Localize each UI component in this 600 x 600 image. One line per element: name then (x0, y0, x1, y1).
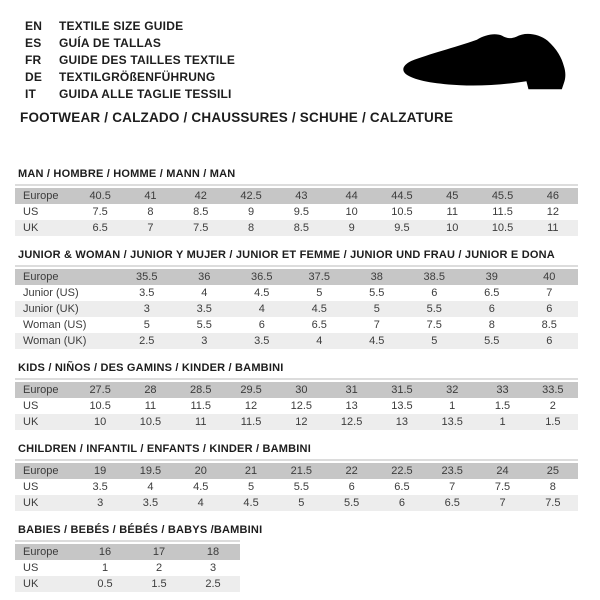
size-cell: 18 (206, 546, 220, 558)
size-cell: 8 (147, 206, 154, 218)
size-cell: 40 (543, 271, 556, 283)
language-code: EN (25, 18, 43, 33)
size-cell: 17 (152, 546, 166, 558)
size-cell: 45 (446, 190, 459, 202)
size-cell: 6.5 (394, 481, 410, 493)
size-cell: 6.5 (484, 287, 500, 299)
size-cell: 3.5 (92, 481, 108, 493)
language-code: FR (25, 52, 42, 67)
dress-shoe-icon (396, 32, 578, 94)
size-cell: 1 (449, 400, 456, 412)
language-list (25, 17, 235, 102)
size-cell: 9 (247, 206, 255, 218)
size-cell: 35.5 (136, 271, 158, 283)
table-row (15, 463, 578, 479)
size-cell: 7.5 (494, 481, 511, 493)
size-cell: 5 (143, 319, 150, 331)
size-cell: 3.5 (196, 303, 212, 315)
size-cell: 6 (398, 497, 405, 509)
size-cell: 7 (546, 287, 553, 299)
size-cell: 11 (144, 400, 157, 412)
size-cell: 7.5 (92, 206, 108, 218)
row-label: UK (23, 578, 39, 590)
size-cell: 29.5 (240, 384, 262, 396)
category-heading: FOOTWEAR / CALZADO / CHAUSSURES / SCHUHE / CALZATURE (20, 110, 454, 125)
size-cell: 23.5 (441, 465, 463, 477)
table-row (15, 301, 578, 317)
size-cell: 27.5 (89, 384, 111, 396)
table-row (15, 398, 578, 414)
size-cell: 4.5 (369, 335, 385, 347)
section-man (15, 168, 578, 236)
size-cell: 3.5 (139, 287, 155, 299)
size-table-wrap (15, 184, 578, 236)
size-cell: 13.5 (441, 416, 463, 428)
size-cell: 5.5 (426, 303, 442, 315)
size-cell: 3 (143, 303, 150, 315)
size-cell: 32 (446, 384, 459, 396)
size-cell: 3.5 (254, 335, 270, 347)
size-cell: 12 (244, 400, 258, 412)
size-cell: 4.5 (254, 287, 270, 299)
section-kids (15, 362, 578, 430)
size-cell: 12 (546, 206, 559, 218)
size-cell: 9 (348, 222, 355, 234)
size-cell: 28 (144, 384, 157, 396)
size-cell: 22.5 (391, 465, 413, 477)
size-cell: 5.5 (484, 335, 500, 347)
size-cell: 11.5 (492, 206, 513, 218)
language-title: GUIDE DES TAILLES TEXTILE (59, 52, 236, 67)
size-cell: 3.5 (142, 497, 159, 509)
size-cell: 6.5 (444, 497, 460, 509)
size-tables-area (15, 168, 578, 600)
size-cell: 6.5 (311, 319, 327, 331)
size-cell: 0.5 (97, 578, 113, 590)
size-cell: 13 (345, 400, 358, 412)
size-cell: 36.5 (251, 271, 273, 283)
language-row-es (25, 34, 235, 51)
table-row (15, 188, 578, 204)
size-cell: 12.5 (340, 416, 363, 428)
language-row-de (25, 68, 235, 85)
size-cell: 11.5 (240, 416, 262, 428)
size-cell: 1.5 (545, 416, 561, 428)
size-cell: 33.5 (542, 384, 564, 396)
language-title: GUIDA ALLE TAGLIE TESSILI (59, 86, 232, 101)
size-cell: 43 (295, 190, 308, 202)
row-label: Woman (UK) (23, 335, 87, 347)
size-cell: 7 (373, 319, 380, 331)
table-row (15, 269, 578, 285)
size-cell: 8.5 (293, 222, 309, 234)
row-label: Europe (23, 546, 59, 558)
size-cell: 7 (449, 481, 456, 493)
row-label: Europe (23, 465, 59, 477)
language-row-en (25, 17, 235, 34)
section-title-man: MAN / HOMBRE / HOMME / MANN / MAN (18, 168, 236, 180)
row-label: Junior (UK) (23, 303, 79, 315)
size-cell: 10 (345, 206, 358, 218)
size-cell: 4.5 (193, 481, 209, 493)
size-cell: 10.5 (139, 416, 162, 428)
table-row (15, 333, 578, 349)
size-cell: 8 (247, 222, 255, 234)
size-cell: 6 (546, 335, 553, 347)
size-cell: 7 (147, 222, 154, 234)
size-cell: 6 (488, 303, 495, 315)
size-cell: 6 (348, 481, 355, 493)
row-label: US (23, 206, 39, 218)
size-cell: 7 (499, 497, 506, 509)
size-cell: 13 (395, 416, 409, 428)
size-cell: 31.5 (391, 384, 413, 396)
size-table-wrap (15, 378, 578, 430)
size-cell: 4 (147, 481, 154, 493)
language-code: ES (25, 35, 42, 50)
section-junior-woman (15, 249, 578, 349)
row-label: Woman (US) (23, 319, 87, 331)
section-title-kids: KIDS / NIÑOS / DES GAMINS / KINDER / BAMBINI (18, 362, 284, 374)
size-cell: 10.5 (491, 222, 514, 234)
row-label: US (23, 400, 39, 412)
language-code: IT (25, 86, 37, 101)
size-table-children (15, 463, 578, 511)
size-cell: 9.5 (293, 206, 309, 218)
size-cell: 4.5 (243, 497, 259, 509)
size-cell: 10.5 (391, 206, 413, 218)
row-label: UK (23, 497, 39, 509)
size-cell: 24 (496, 465, 509, 477)
row-label: US (23, 481, 39, 493)
size-cell: 22 (345, 465, 358, 477)
size-cell: 10 (446, 222, 459, 234)
size-cell: 12.5 (290, 400, 313, 412)
size-cell: 5.5 (343, 497, 360, 509)
size-cell: 38 (370, 271, 383, 283)
table-row (15, 382, 578, 398)
size-cell: 1.5 (151, 578, 167, 590)
size-cell: 30 (295, 384, 308, 396)
size-cell: 11 (195, 416, 207, 428)
size-cell: 20 (194, 465, 207, 477)
row-label: Europe (23, 384, 59, 396)
size-cell: 9.5 (394, 222, 410, 234)
language-title: TEXTILGRÖßENFÜHRUNG (59, 69, 216, 84)
size-cell: 4 (316, 335, 323, 347)
size-cell: 2 (155, 562, 163, 574)
language-row-fr (25, 51, 235, 68)
size-cell: 5 (316, 287, 323, 299)
size-cell: 21 (244, 465, 258, 477)
size-cell: 36 (198, 271, 211, 283)
size-cell: 11 (547, 222, 559, 234)
table-row (15, 204, 578, 220)
size-cell: 8 (488, 319, 495, 331)
size-cell: 8.5 (193, 206, 209, 218)
size-cell: 42 (194, 190, 207, 202)
size-cell: 8.5 (541, 319, 557, 331)
size-cell: 6.5 (92, 222, 108, 234)
size-cell: 6 (258, 319, 265, 331)
size-table-wrap (15, 540, 240, 592)
size-cell: 2.5 (139, 335, 155, 347)
size-cell: 40.5 (89, 190, 111, 202)
size-cell: 10 (94, 416, 107, 428)
size-cell: 2 (549, 400, 556, 412)
table-row (15, 495, 578, 511)
size-cell: 19 (94, 465, 107, 477)
size-cell: 4 (258, 303, 265, 315)
table-row (15, 220, 578, 236)
size-cell: 5.5 (293, 481, 309, 493)
size-cell: 13.5 (391, 400, 413, 412)
size-cell: 21.5 (290, 465, 313, 477)
size-cell: 45.5 (491, 190, 514, 202)
row-label: US (23, 562, 39, 574)
size-cell: 5 (431, 335, 438, 347)
size-cell: 3 (209, 562, 217, 574)
size-cell: 42.5 (240, 190, 262, 202)
size-cell: 5 (247, 481, 255, 493)
size-cell: 10.5 (89, 400, 111, 412)
row-label: UK (23, 222, 39, 234)
size-cell: 7.5 (545, 497, 561, 509)
section-title-babies: BABIES / BEBÉS / BÉBÉS / BABYS /BAMBINI (18, 524, 263, 536)
row-label: Europe (23, 271, 59, 283)
size-table-man (15, 188, 578, 236)
size-cell: 6 (546, 303, 553, 315)
language-title: TEXTILE SIZE GUIDE (59, 18, 184, 33)
table-row (15, 285, 578, 301)
language-title: GUÍA DE TALLAS (59, 35, 162, 50)
row-label: UK (23, 416, 39, 428)
size-cell: 38.5 (423, 271, 445, 283)
size-cell: 1 (101, 562, 109, 574)
row-label: Junior (US) (23, 287, 79, 299)
size-cell: 7.5 (426, 319, 442, 331)
section-title-children: CHILDREN / INFANTIL / ENFANTS / KINDER / BAMBINI (18, 443, 311, 455)
section-children (15, 443, 578, 511)
table-row (15, 560, 240, 576)
size-table-wrap (15, 459, 578, 511)
size-cell: 7.5 (193, 222, 209, 234)
size-cell: 19.5 (139, 465, 162, 477)
size-cell: 46 (546, 190, 559, 202)
size-table-babies (15, 544, 240, 592)
size-cell: 3 (97, 497, 104, 509)
table-row (15, 414, 578, 430)
size-cell: 1 (499, 416, 506, 428)
size-cell: 5 (298, 497, 305, 509)
size-cell: 5.5 (369, 287, 385, 299)
size-cell: 41 (144, 190, 157, 202)
size-cell: 11 (446, 206, 458, 218)
language-row-it (25, 85, 235, 102)
size-cell: 44.5 (391, 190, 413, 202)
size-cell: 6 (431, 287, 438, 299)
size-cell: 8 (549, 481, 556, 493)
table-row (15, 576, 240, 592)
size-cell: 44 (345, 190, 358, 202)
size-cell: 4.5 (311, 303, 327, 315)
row-label: Europe (23, 190, 59, 202)
size-cell: 5.5 (196, 319, 212, 331)
size-cell: 31 (345, 384, 358, 396)
size-cell: 37.5 (308, 271, 330, 283)
size-cell: 11.5 (190, 400, 212, 412)
size-cell: 1.5 (494, 400, 511, 412)
size-cell: 2.5 (205, 578, 221, 590)
size-cell: 5 (373, 303, 380, 315)
section-babies (15, 524, 578, 592)
table-row (15, 544, 240, 560)
size-cell: 16 (98, 546, 112, 558)
table-row (15, 317, 578, 333)
table-row (15, 479, 578, 495)
size-cell: 12 (295, 416, 308, 428)
size-cell: 3 (201, 335, 208, 347)
language-code: DE (25, 69, 43, 84)
size-cell: 4 (201, 287, 208, 299)
size-table-junior-woman (15, 269, 578, 349)
size-cell: 39 (485, 271, 498, 283)
size-cell: 28.5 (190, 384, 212, 396)
size-table-wrap (15, 265, 578, 349)
section-title-junior-woman: JUNIOR & WOMAN / JUNIOR Y MUJER / JUNIOR ET FEMME / JUNIOR UND FRAU / JUNIOR E DONA (18, 249, 555, 261)
size-cell: 25 (546, 465, 559, 477)
size-cell: 33 (496, 384, 509, 396)
size-cell: 4 (197, 497, 204, 509)
size-table-kids (15, 382, 578, 430)
